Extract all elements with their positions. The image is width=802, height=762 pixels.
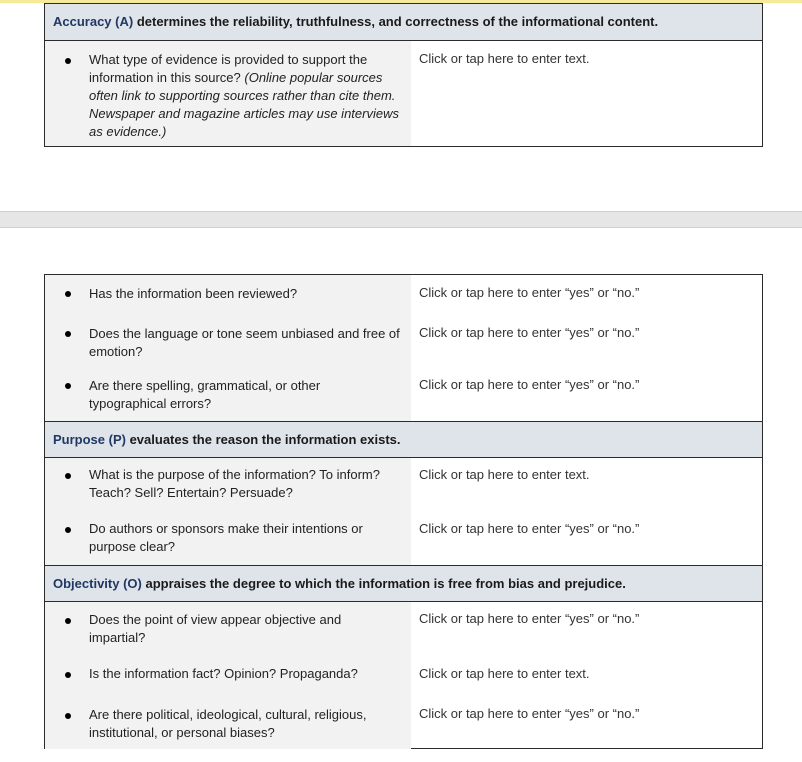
objectivity-section-header <box>45 565 762 602</box>
question-note: (Online popular sources often link to supporting sources rather than cite them. Newspaper and magazine articles may use interviews as evidence.) <box>89 70 399 139</box>
bullet-icon <box>65 672 71 678</box>
purpose-code: Purpose (P) <box>53 432 126 447</box>
question-text: Does the language or tone seem unbiased and free of emotion? <box>89 326 400 359</box>
question-text: Has the information been reviewed? <box>89 286 298 301</box>
question-text: Are there political, ideological, cultural, religious, institutional, or personal biases? <box>89 707 367 740</box>
bullet-icon <box>65 618 71 624</box>
accuracy-code: Accuracy (A) <box>53 14 134 29</box>
answer-field[interactable]: Click or tap here to enter “yes” or “no.” <box>419 285 640 300</box>
question-text: What is the purpose of the information? To inform? Teach? Sell? Entertain? Persuade? <box>89 467 380 500</box>
accuracy-description: determines the reliability, truthfulness, and correctness of the informational content. <box>133 14 659 29</box>
answer-field[interactable]: Click or tap here to enter text. <box>419 51 590 66</box>
purpose-section-header <box>45 421 762 458</box>
answer-field[interactable]: Click or tap here to enter “yes” or “no.” <box>419 611 640 626</box>
accuracy-section-header <box>45 4 762 41</box>
answer-field[interactable]: Click or tap here to enter text. <box>419 467 590 482</box>
bullet-icon <box>65 291 71 297</box>
answer-field[interactable]: Click or tap here to enter “yes” or “no.” <box>419 325 640 340</box>
question-text: Are there spelling, grammatical, or other typographical errors? <box>89 378 321 411</box>
answer-field[interactable]: Click or tap here to enter “yes” or “no.” <box>419 377 640 392</box>
page-break <box>0 211 802 228</box>
question-text: Is the information fact? Opinion? Propaganda? <box>89 666 358 681</box>
purpose-description: evaluates the reason the information exists. <box>125 432 401 447</box>
answer-field[interactable]: Click or tap here to enter text. <box>419 666 590 681</box>
question-text: Do authors or sponsors make their intentions or purpose clear? <box>89 521 363 554</box>
bullet-icon <box>65 331 71 337</box>
bullet-icon <box>65 713 71 719</box>
bullet-icon <box>65 473 71 479</box>
answer-field[interactable]: Click or tap here to enter “yes” or “no.” <box>419 521 640 536</box>
objectivity-description: appraises the degree to which the information is free from bias and prejudice. <box>141 576 626 591</box>
answer-field[interactable]: Click or tap here to enter “yes” or “no.” <box>419 706 640 721</box>
evaluation-table <box>44 274 763 749</box>
question-text: What type of evidence is provided to support the information in this source? (Online popular sources often link to supporting sources rather than cite them. Newspaper and magazine articles may use interviews as evidence.) <box>89 52 399 139</box>
question-text: Does the point of view appear objective and impartial? <box>89 612 342 645</box>
accuracy-table <box>44 3 763 147</box>
objectivity-code: Objectivity (O) <box>53 576 142 591</box>
bullet-icon <box>65 383 71 389</box>
bullet-icon <box>65 527 71 533</box>
bullet-icon <box>65 58 71 64</box>
